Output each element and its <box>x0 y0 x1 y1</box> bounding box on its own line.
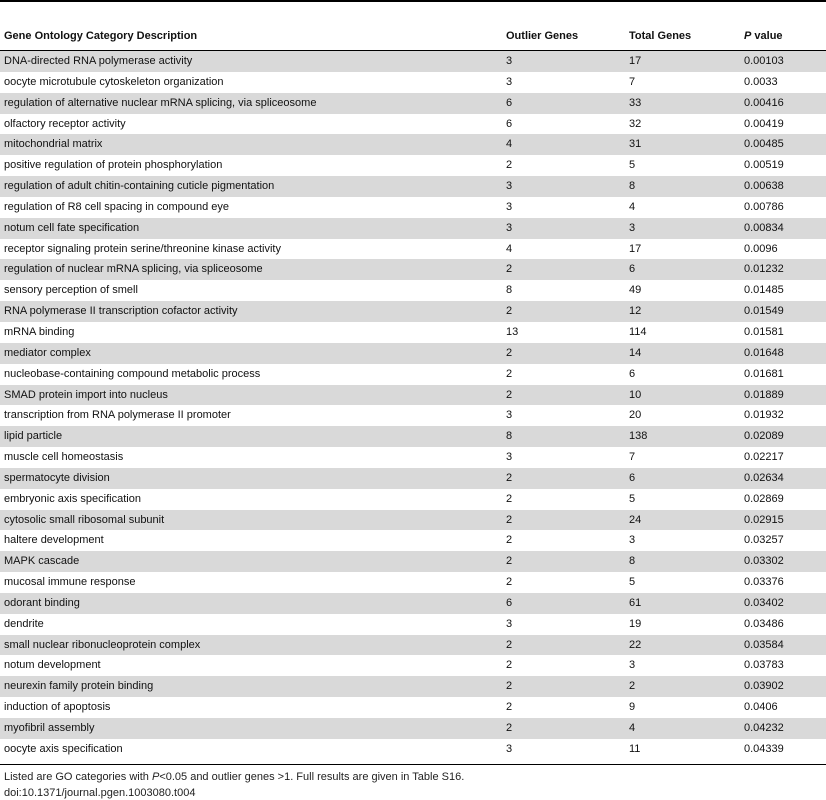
cell-p-value: 0.01549 <box>744 305 784 318</box>
cell-p-value: 0.03486 <box>744 617 784 630</box>
cell-p-value: 0.0033 <box>744 75 778 88</box>
cell-outlier-genes: 2 <box>506 722 513 734</box>
cell-description: small nuclear ribonucleoprotein complex <box>4 638 201 651</box>
cell-p-value: 0.02089 <box>744 430 784 443</box>
table-row <box>0 530 826 551</box>
cell-p-value: 0.03902 <box>744 680 784 693</box>
table-row <box>0 676 826 697</box>
cell-p-value: 0.0096 <box>744 242 778 255</box>
cell-total-genes: 5 <box>629 492 636 505</box>
cell-p-value: 0.04232 <box>744 722 784 734</box>
table-row <box>0 739 826 760</box>
cell-outlier-genes: 6 <box>506 117 513 130</box>
cell-p-value: 0.02217 <box>744 451 784 464</box>
cell-outlier-genes: 3 <box>506 75 513 88</box>
cell-outlier-genes: 2 <box>506 346 513 359</box>
cell-total-genes: 12 <box>629 305 642 318</box>
cell-total-genes: 3 <box>629 221 636 234</box>
cell-total-genes: 5 <box>629 576 636 589</box>
cell-total-genes: 4 <box>629 200 636 213</box>
cell-total-genes: 138 <box>629 430 648 443</box>
table-row <box>0 572 826 593</box>
cell-total-genes: 24 <box>629 513 642 526</box>
table-row <box>0 343 826 364</box>
cell-p-value: 0.00834 <box>744 221 784 234</box>
cell-total-genes: 9 <box>629 701 636 714</box>
cell-description: oocyte axis specification <box>4 742 123 755</box>
cell-description: muscle cell homeostasis <box>4 451 124 464</box>
cell-outlier-genes: 3 <box>506 409 513 422</box>
cell-total-genes: 32 <box>629 117 642 130</box>
cell-p-value: 0.04339 <box>744 742 784 755</box>
table-row <box>0 510 826 531</box>
table-row <box>0 447 826 468</box>
cell-total-genes: 4 <box>629 722 636 734</box>
cell-description: regulation of alternative nuclear mRNA splicing, via spliceosome <box>4 96 317 109</box>
table-row <box>0 301 826 322</box>
header-outlier-genes: Outlier Genes <box>506 30 579 42</box>
cell-description: spermatocyte division <box>4 471 110 484</box>
cell-p-value: 0.01485 <box>744 284 784 297</box>
cell-outlier-genes: 2 <box>506 263 513 276</box>
table-row <box>0 426 826 447</box>
table-row <box>0 259 826 280</box>
table-row <box>0 614 826 635</box>
footnote <box>4 771 464 783</box>
cell-outlier-genes: 2 <box>506 388 513 401</box>
header-p-rest: value <box>751 30 783 42</box>
cell-description: embryonic axis specification <box>4 492 141 505</box>
cell-total-genes: 22 <box>629 638 642 651</box>
cell-outlier-genes: 4 <box>506 138 513 151</box>
cell-description: regulation of adult chitin-containing cuticle pigmentation <box>4 180 275 193</box>
cell-description: regulation of nuclear mRNA splicing, via spliceosome <box>4 263 263 276</box>
cell-outlier-genes: 8 <box>506 430 513 443</box>
cell-total-genes: 6 <box>629 471 636 484</box>
header-description: Gene Ontology Category Description <box>4 30 198 42</box>
cell-description: lipid particle <box>4 430 63 443</box>
cell-description: nucleobase-containing compound metabolic process <box>4 367 261 380</box>
cell-total-genes: 7 <box>629 451 636 464</box>
cell-description: RNA polymerase II transcription cofactor activity <box>4 305 238 318</box>
table-row <box>0 385 826 406</box>
table-row <box>0 593 826 614</box>
cell-description: oocyte microtubule cytoskeleton organization <box>4 75 224 88</box>
cell-description: MAPK cascade <box>4 555 80 568</box>
cell-total-genes: 11 <box>629 742 641 755</box>
table-row <box>0 134 826 155</box>
cell-p-value: 0.00419 <box>744 117 784 130</box>
cell-outlier-genes: 3 <box>506 200 513 213</box>
cell-description: induction of apoptosis <box>4 701 111 714</box>
cell-description: odorant binding <box>4 596 80 609</box>
header-p-value <box>744 30 783 42</box>
table-row <box>0 51 826 72</box>
cell-total-genes: 31 <box>629 138 642 151</box>
cell-total-genes: 49 <box>629 284 642 297</box>
cell-total-genes: 17 <box>629 242 642 255</box>
table-row <box>0 72 826 93</box>
cell-outlier-genes: 3 <box>506 451 513 464</box>
cell-description: notum development <box>4 659 101 672</box>
table-row <box>0 176 826 197</box>
footnote-part1: Listed are GO categories with <box>4 771 152 783</box>
cell-p-value: 0.00485 <box>744 138 784 151</box>
cell-p-value: 0.01681 <box>744 367 784 380</box>
cell-outlier-genes: 2 <box>506 576 513 589</box>
table-row <box>0 322 826 343</box>
cell-outlier-genes: 2 <box>506 159 513 172</box>
cell-outlier-genes: 3 <box>506 742 513 755</box>
cell-total-genes: 19 <box>629 617 642 630</box>
table-header <box>0 26 826 46</box>
doi-line: doi:10.1371/journal.pgen.1003080.t004 <box>4 787 196 799</box>
top-rule <box>0 0 826 2</box>
cell-p-value: 0.00103 <box>744 55 784 67</box>
header-total-genes: Total Genes <box>629 30 692 42</box>
cell-outlier-genes: 2 <box>506 305 513 318</box>
cell-description: mucosal immune response <box>4 576 136 589</box>
table-row <box>0 197 826 218</box>
cell-outlier-genes: 6 <box>506 596 513 609</box>
cell-total-genes: 14 <box>629 346 642 359</box>
cell-total-genes: 114 <box>629 325 647 338</box>
cell-p-value: 0.01581 <box>744 325 784 338</box>
cell-total-genes: 5 <box>629 159 636 172</box>
table-row <box>0 468 826 489</box>
table-row <box>0 114 826 135</box>
table-row <box>0 280 826 301</box>
cell-total-genes: 3 <box>629 659 636 672</box>
cell-p-value: 0.0406 <box>744 701 778 714</box>
cell-outlier-genes: 13 <box>506 325 519 338</box>
cell-p-value: 0.00638 <box>744 180 784 193</box>
cell-p-value: 0.03584 <box>744 638 784 651</box>
bottom-rule <box>0 764 826 765</box>
cell-outlier-genes: 4 <box>506 242 513 255</box>
table-row <box>0 155 826 176</box>
cell-p-value: 0.03783 <box>744 659 784 672</box>
table-row <box>0 718 826 739</box>
table-row <box>0 655 826 676</box>
cell-description: DNA-directed RNA polymerase activity <box>4 55 193 67</box>
cell-description: sensory perception of smell <box>4 284 138 297</box>
table-row <box>0 93 826 114</box>
table-row <box>0 364 826 385</box>
footnote-p-italic: P <box>151 771 160 783</box>
cell-p-value: 0.03302 <box>744 555 784 568</box>
cell-total-genes: 33 <box>629 96 642 109</box>
cell-description: haltere development <box>4 534 104 547</box>
cell-description: SMAD protein import into nucleus <box>4 388 168 401</box>
footnote-part2: <0.05 and outlier genes >1. Full results are given in Table S16. <box>159 771 465 783</box>
cell-description: receptor signaling protein serine/threonine kinase activity <box>4 242 281 255</box>
table-row <box>0 697 826 718</box>
cell-description: positive regulation of protein phosphorylation <box>4 159 223 172</box>
cell-outlier-genes: 3 <box>506 221 513 234</box>
cell-description: cytosolic small ribosomal subunit <box>4 513 165 526</box>
cell-p-value: 0.03376 <box>744 576 784 589</box>
cell-p-value: 0.02869 <box>744 492 784 505</box>
table-row <box>0 635 826 656</box>
header-p-italic: P <box>744 30 752 42</box>
cell-outlier-genes: 2 <box>506 555 513 568</box>
cell-outlier-genes: 2 <box>506 513 513 526</box>
cell-outlier-genes: 2 <box>506 680 513 693</box>
cell-description: olfactory receptor activity <box>4 117 126 130</box>
cell-description: transcription from RNA polymerase II promoter <box>4 409 231 422</box>
cell-description: mitochondrial matrix <box>4 138 103 151</box>
cell-p-value: 0.03257 <box>744 534 784 547</box>
cell-total-genes: 2 <box>629 680 636 693</box>
cell-p-value: 0.00519 <box>744 159 784 172</box>
cell-total-genes: 8 <box>629 555 636 568</box>
cell-total-genes: 20 <box>629 409 642 422</box>
cell-description: mediator complex <box>4 346 91 359</box>
cell-total-genes: 10 <box>629 388 642 401</box>
cell-description: dendrite <box>4 617 44 630</box>
cell-outlier-genes: 2 <box>506 659 513 672</box>
cell-description: myofibril assembly <box>4 722 95 734</box>
cell-total-genes: 17 <box>629 55 642 67</box>
table-row <box>0 551 826 572</box>
cell-outlier-genes: 8 <box>506 284 513 297</box>
cell-outlier-genes: 2 <box>506 701 513 714</box>
cell-p-value: 0.01232 <box>744 263 784 276</box>
cell-total-genes: 8 <box>629 180 636 193</box>
cell-total-genes: 3 <box>629 534 636 547</box>
cell-p-value: 0.02915 <box>744 513 784 526</box>
cell-description: regulation of R8 cell spacing in compound eye <box>4 200 230 213</box>
cell-outlier-genes: 3 <box>506 617 513 630</box>
cell-description: notum cell fate specification <box>4 221 140 234</box>
cell-outlier-genes: 2 <box>506 471 513 484</box>
cell-p-value: 0.00786 <box>744 200 784 213</box>
cell-total-genes: 6 <box>629 263 636 276</box>
cell-outlier-genes: 6 <box>506 96 513 109</box>
cell-p-value: 0.03402 <box>744 596 784 609</box>
cell-total-genes: 61 <box>629 596 642 609</box>
table-body <box>0 51 826 760</box>
cell-outlier-genes: 2 <box>506 638 513 651</box>
cell-outlier-genes: 3 <box>506 55 513 67</box>
cell-description: neurexin family protein binding <box>4 680 154 693</box>
cell-p-value: 0.00416 <box>744 96 784 109</box>
cell-outlier-genes: 2 <box>506 492 513 505</box>
cell-outlier-genes: 3 <box>506 180 513 193</box>
cell-p-value: 0.01648 <box>744 346 784 359</box>
cell-total-genes: 7 <box>629 75 636 88</box>
cell-p-value: 0.01932 <box>744 409 784 422</box>
table-row <box>0 489 826 510</box>
cell-outlier-genes: 2 <box>506 367 513 380</box>
table-row <box>0 405 826 426</box>
cell-p-value: 0.02634 <box>744 471 784 484</box>
table-row <box>0 218 826 239</box>
cell-outlier-genes: 2 <box>506 534 513 547</box>
cell-total-genes: 6 <box>629 367 636 380</box>
cell-description: mRNA binding <box>4 325 75 338</box>
table-row <box>0 239 826 260</box>
cell-p-value: 0.01889 <box>744 388 784 401</box>
